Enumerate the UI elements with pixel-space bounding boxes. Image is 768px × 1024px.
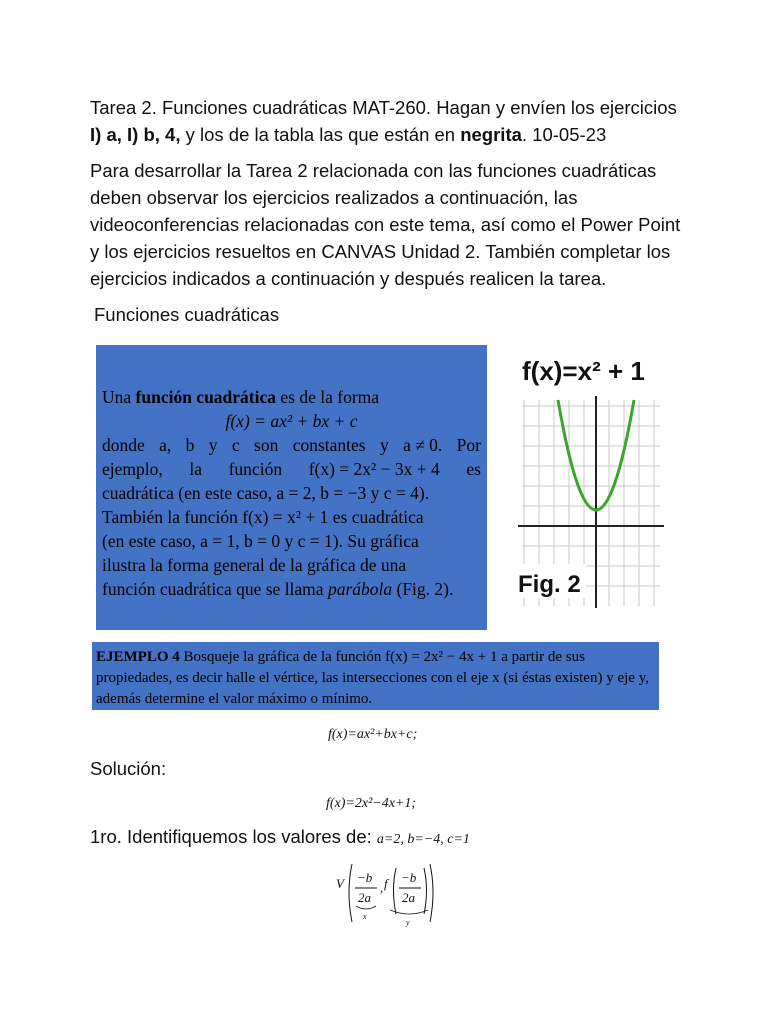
svg-text:f: f [384,876,388,891]
definition-line-5: cuadrática (en este caso, a = 2, b = −3 y c = 4). [102,483,430,503]
step-1: 1ro. Identifiquemos los valores de: a=2, b=−4, c=1 [90,826,470,847]
coefficient-values: a=2, b=−4, c=1 [376,832,470,847]
definition-line-6: También la función f(x) = x² + 1 es cuadrática [102,507,424,527]
definition-line-8: ilustra la forma general de la gráfica de una [102,555,407,575]
definition-line-4: ejemplo, la función f(x) = 2x² − 3x + 4 es [102,459,481,479]
parabola-graph [510,350,670,612]
title-bold-negrita: negrita [460,124,522,145]
graph-title: f(x)=x² + 1 [522,356,645,386]
example-label: EJEMPLO 4 [96,649,180,665]
section-subtitle: Funciones cuadráticas [94,304,280,325]
svg-text:−b: −b [357,870,373,885]
assignment-date: . 10-05-23 [521,124,607,145]
definition-box [96,345,487,630]
example-text: Bosqueje la gráfica de la función f(x) = 2x² − 4x + 1 a partir de sus propiedades, es decir halle el vértice, las intersecciones con el eje x (si éstas existen) y eje y, además determine el valor máximo o mínimo. [96,649,649,707]
solution-heading: Solución: [90,758,167,779]
svg-text:2a: 2a [402,890,415,905]
definition-line-3: donde a, b y c son constantes y a ≠ 0. Por [102,435,481,455]
definition-line-1: Una función cuadrática es de la forma [102,387,380,407]
svg-text:y: y [406,918,410,927]
general-equation: f(x)=ax²+bx+c; [328,727,418,742]
svg-text:V: V [336,876,344,891]
title-bold-exercises: I) a, I) b, 4, [90,124,181,145]
svg-text:x: x [363,912,367,921]
vertex-formula [330,858,440,928]
fig-label: Fig. 2 [518,571,581,598]
definition-formula: f(x) = ax² + bx + c [225,411,358,431]
assignment-title: Tarea 2. Funciones cuadráticas MAT-260. Hagan y envíen los ejercicios I) a, I) b, 4, y los de la tabla las que están en negrita. 10-05-23 [90,97,677,145]
svg-text:2a: 2a [358,890,371,905]
svg-text:−b: −b [401,870,417,885]
definition-line-7: (en este caso, a = 1, b = 0 y c = 1). Su gráfica [102,531,419,551]
svg-text:,: , [380,880,384,895]
specific-equation: f(x)=2x²−4x+1; [326,796,417,811]
definition-line-9: función cuadrática que se llama parábola (Fig. 2). [102,579,454,599]
example-box [92,642,659,710]
intro-paragraph: Para desarrollar la Tarea 2 relacionada con las funciones cuadráticas deben observar los ejercicios realizados a continuación, las videoconferencias relacionadas con este tema, así como el Power Point y los ejercicios resueltos en CANVAS Unidad 2. También completar los ejercicios indicados a continuación y después realicen la tarea. [90,160,681,289]
